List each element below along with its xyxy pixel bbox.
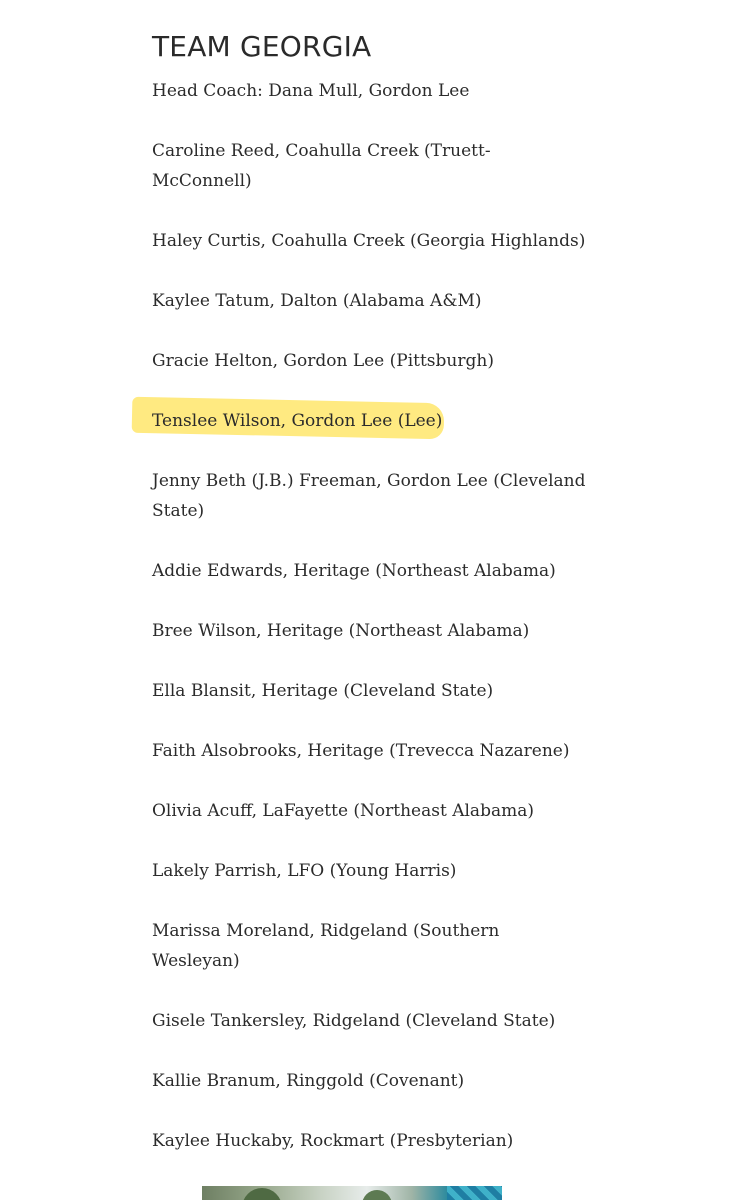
roster-entry-line: Kallie Branum, Ringgold (Covenant) — [152, 1071, 465, 1091]
roster-entry-line: Gisele Tankersley, Ridgeland (Cleveland State) — [152, 1011, 556, 1031]
tree-shape — [242, 1188, 282, 1200]
head-coach-line: Head Coach: Dana Mull, Gordon Lee — [152, 81, 470, 101]
roster-entry-line: Haley Curtis, Coahulla Creek (Georgia Highlands) — [152, 231, 586, 251]
ride-structure-shape — [447, 1186, 502, 1200]
roster-entry-line: Jenny Beth (J.B.) Freeman, Gordon Lee (Cleveland — [152, 471, 586, 491]
tree-shape — [362, 1190, 392, 1200]
roster-entry-line: Gracie Helton, Gordon Lee (Pittsburgh) — [152, 351, 494, 371]
roster-entry-line: Lakely Parrish, LFO (Young Harris) — [152, 861, 457, 881]
roster-entry-line: McConnell) — [152, 171, 252, 191]
roster-entry-line: Wesleyan) — [152, 951, 240, 971]
roster-entry-line: Caroline Reed, Coahulla Creek (Truett- — [152, 141, 491, 161]
roster-entry-line: Ella Blansit, Heritage (Cleveland State) — [152, 681, 494, 701]
roster-entry-line: Marissa Moreland, Ridgeland (Southern — [152, 921, 500, 941]
roster-entry-line: Addie Edwards, Heritage (Northeast Alabama) — [152, 561, 556, 581]
roster-entry-line: Kaylee Tatum, Dalton (Alabama A&M) — [152, 291, 482, 311]
roster-entry-line: Kaylee Huckaby, Rockmart (Presbyterian) — [152, 1131, 514, 1151]
photo-thumbnail[interactable] — [202, 1186, 502, 1200]
roster-entry-line: Tenslee Wilson, Gordon Lee (Lee) — [152, 411, 443, 431]
roster-entry-line: Olivia Acuff, LaFayette (Northeast Alabama) — [152, 801, 534, 821]
roster-entry-line: Faith Alsobrooks, Heritage (Trevecca Nazarene) — [152, 741, 570, 761]
page-title: TEAM GEORGIA — [152, 30, 372, 63]
roster-entry-line: State) — [152, 501, 205, 521]
roster-entry-line: Bree Wilson, Heritage (Northeast Alabama) — [152, 621, 530, 641]
